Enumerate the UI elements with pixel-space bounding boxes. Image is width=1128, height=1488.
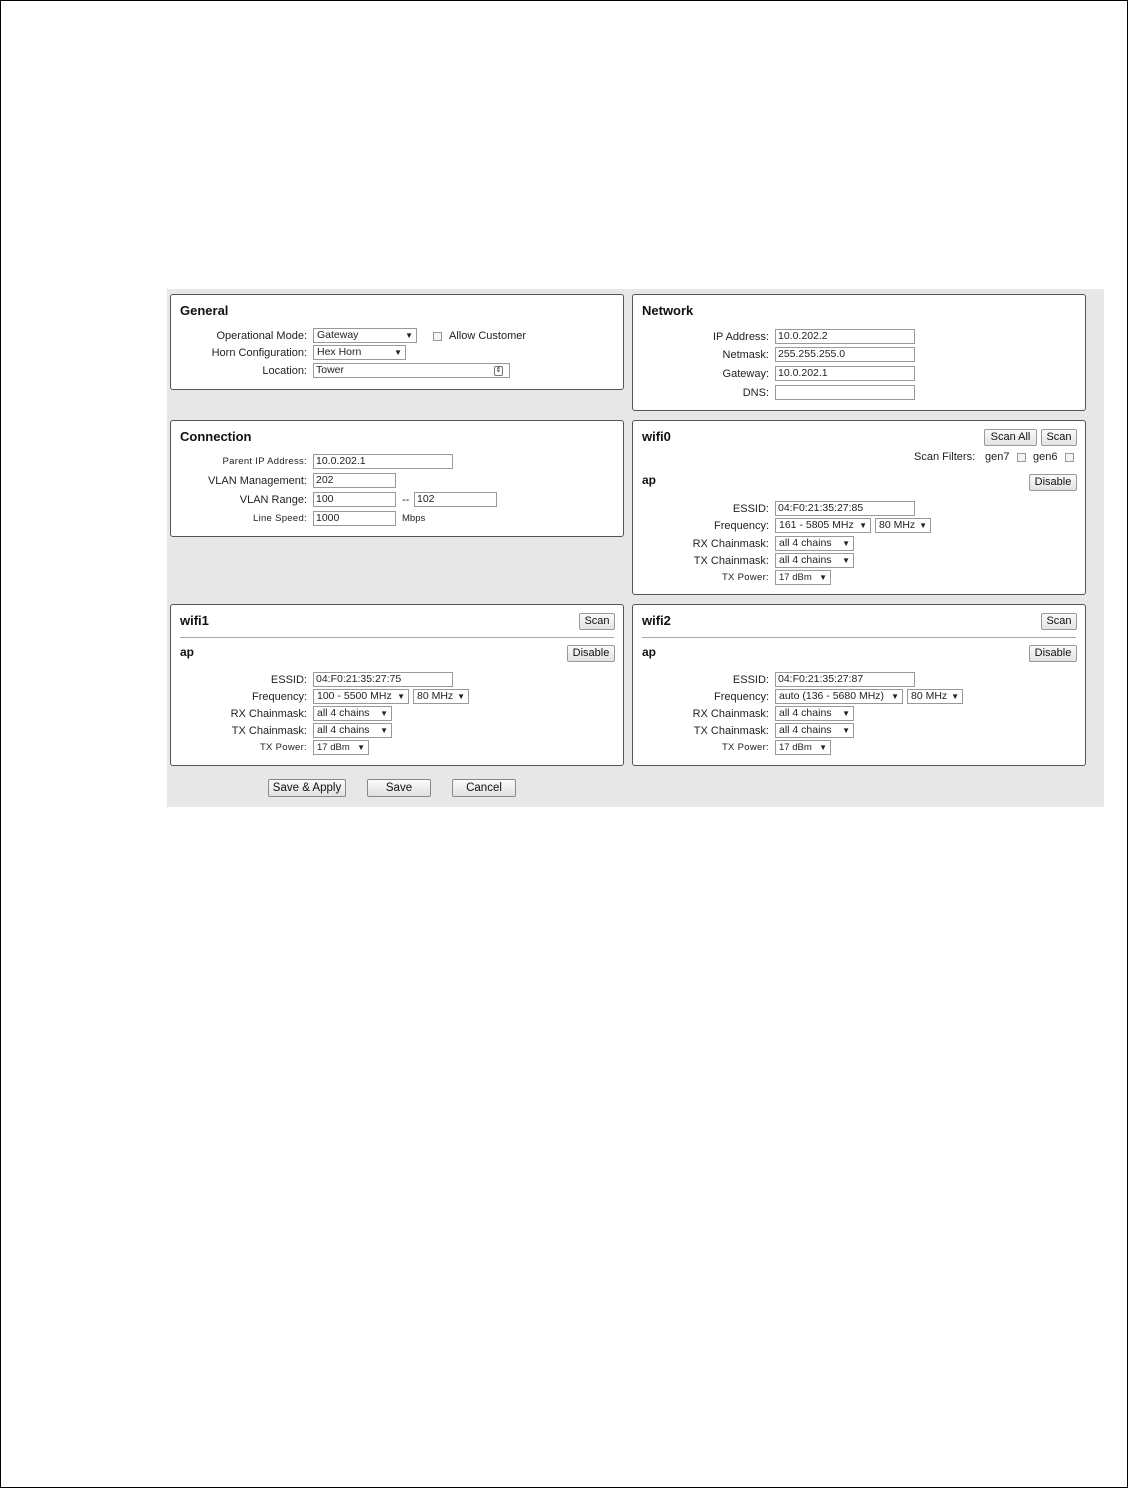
chevron-down-icon: ▼	[859, 521, 867, 530]
location-input[interactable]	[313, 363, 510, 378]
wifi1-width-value: 80 MHz	[417, 690, 454, 702]
location-value: Tower	[316, 364, 345, 376]
parent-ip-input[interactable]	[313, 454, 453, 469]
save-apply-button[interactable]: Save & Apply	[268, 779, 346, 797]
gateway-input[interactable]	[775, 366, 915, 381]
network-title: Network	[642, 303, 694, 318]
wifi2-frequency-select[interactable]	[775, 689, 903, 704]
wifi0-essid-input[interactable]	[775, 501, 915, 516]
wifi0-rx-value: all 4 chains	[779, 537, 832, 549]
wifi0-power-select[interactable]	[775, 570, 831, 585]
wifi0-disable-button[interactable]: Disable	[1029, 474, 1077, 491]
gateway-label: Gateway:	[722, 368, 769, 380]
wifi0-rx-label: RX Chainmask:	[692, 538, 769, 550]
gateway-value: 10.0.202.1	[778, 367, 828, 379]
wifi1-frequency-label: Frequency:	[251, 691, 307, 703]
chevron-down-icon: ▼	[380, 726, 388, 735]
chevron-down-icon: ▼	[394, 348, 402, 357]
wifi1-power-select[interactable]	[313, 740, 369, 755]
wifi2-rx-label: RX Chainmask:	[692, 708, 769, 720]
chevron-down-icon: ▼	[457, 692, 465, 701]
wifi2-frequency-label: Frequency:	[713, 691, 769, 703]
wifi2-disable-button[interactable]: Disable	[1029, 645, 1077, 662]
wifi1-tx-value: all 4 chains	[317, 724, 370, 736]
wifi1-tx-select[interactable]	[313, 723, 392, 738]
vlan-range-label: VLAN Range:	[239, 494, 307, 506]
allow-customer-label: Allow Customer	[449, 330, 527, 342]
vlan-management-value: 202	[316, 474, 334, 486]
netmask-label: Netmask:	[722, 349, 769, 361]
wifi1-frequency-select[interactable]	[313, 689, 409, 704]
general-panel	[170, 294, 624, 390]
chevron-down-icon: ▼	[397, 692, 405, 701]
wifi2-rx-select[interactable]	[775, 706, 854, 721]
wifi0-essid-value: 04:F0:21:35:27:85	[778, 502, 864, 514]
chevron-down-icon: ▼	[891, 692, 899, 701]
cancel-button[interactable]: Cancel	[452, 779, 516, 797]
general-title: General	[180, 303, 229, 318]
wifi2-divider	[642, 637, 1076, 638]
wifi1-rx-select[interactable]	[313, 706, 392, 721]
wifi1-rx-label: RX Chainmask:	[230, 708, 307, 720]
connection-panel	[170, 420, 624, 537]
wifi2-width-value: 80 MHz	[911, 690, 948, 702]
wifi0-scan-button[interactable]: Scan	[1041, 429, 1077, 446]
gen6-checkbox[interactable]	[1065, 453, 1074, 462]
wifi2-power-label: TX Power:	[721, 742, 769, 753]
operational-mode-label: Operational Mode:	[216, 330, 307, 342]
chevron-down-icon: ▼	[842, 726, 850, 735]
wifi2-tx-label: TX Chainmask:	[693, 725, 769, 737]
gen7-label: gen7	[985, 451, 1010, 463]
operational-mode-value: Gateway	[317, 329, 359, 341]
ip-address-input[interactable]	[775, 329, 915, 344]
wifi1-essid-label: ESSID:	[270, 674, 307, 686]
wifi1-rx-value: all 4 chains	[317, 707, 370, 719]
horn-config-value: Hex Horn	[317, 346, 362, 358]
chevron-down-icon: ▼	[919, 521, 927, 530]
chevron-down-icon: ▼	[380, 709, 388, 718]
ip-address-label: IP Address:	[712, 331, 769, 343]
chevron-down-icon: ▼	[819, 573, 827, 582]
wifi2-panel	[632, 604, 1086, 766]
wifi0-frequency-label: Frequency:	[713, 520, 769, 532]
line-speed-input[interactable]	[313, 511, 396, 526]
location-label: Location:	[262, 365, 307, 377]
vlan-range-separator: --	[402, 494, 410, 506]
wifi2-essid-value: 04:F0:21:35:27:87	[778, 673, 864, 685]
vlan-range-end-value: 102	[417, 493, 435, 505]
wifi0-tx-value: all 4 chains	[779, 554, 832, 566]
horn-config-label: Horn Configuration:	[211, 347, 307, 359]
wifi2-width-select[interactable]	[907, 689, 963, 704]
chevron-down-icon: ▼	[842, 709, 850, 718]
scan-filters-label: Scan Filters:	[914, 451, 976, 463]
wifi1-essid-input[interactable]	[313, 672, 453, 687]
line-speed-label: Line Speed:	[252, 513, 307, 524]
vlan-management-label: VLAN Management:	[207, 475, 307, 487]
wifi0-rx-select[interactable]	[775, 536, 854, 551]
wifi0-frequency-select[interactable]	[775, 518, 871, 533]
spinner-icon: ⇕	[495, 367, 502, 374]
config-screenshot	[167, 289, 1104, 807]
wifi2-essid-label: ESSID:	[732, 674, 769, 686]
wifi0-width-select[interactable]	[875, 518, 931, 533]
line-speed-unit: Mbps	[402, 513, 426, 524]
allow-customer-checkbox[interactable]	[433, 332, 442, 341]
wifi1-scan-button[interactable]: Scan	[579, 613, 615, 630]
wifi2-tx-value: all 4 chains	[779, 724, 832, 736]
wifi0-width-value: 80 MHz	[879, 519, 916, 531]
chevron-down-icon: ▼	[405, 331, 413, 340]
horn-config-select[interactable]	[313, 345, 406, 360]
wifi0-mode: ap	[642, 473, 657, 487]
netmask-input[interactable]	[775, 347, 915, 362]
vlan-management-input[interactable]	[313, 473, 396, 488]
wifi2-scan-button[interactable]: Scan	[1041, 613, 1077, 630]
vlan-range-end-input[interactable]	[414, 492, 497, 507]
wifi2-power-value: 17 dBm	[779, 742, 812, 753]
wifi1-divider	[180, 637, 614, 638]
chevron-down-icon: ▼	[819, 743, 827, 752]
wifi2-tx-select[interactable]	[775, 723, 854, 738]
wifi1-disable-button[interactable]: Disable	[567, 645, 615, 662]
wifi1-power-label: TX Power:	[259, 742, 307, 753]
chevron-down-icon: ▼	[842, 556, 850, 565]
wifi1-tx-label: TX Chainmask:	[231, 725, 307, 737]
wifi0-tx-label: TX Chainmask:	[693, 555, 769, 567]
wifi1-power-value: 17 dBm	[317, 742, 350, 753]
gen7-checkbox[interactable]	[1017, 453, 1026, 462]
wifi1-title: wifi1	[180, 613, 209, 628]
wifi0-power-label: TX Power:	[721, 572, 769, 583]
vlan-range-start-input[interactable]	[313, 492, 396, 507]
save-button[interactable]: Save	[367, 779, 431, 797]
connection-title: Connection	[180, 429, 252, 444]
parent-ip-value: 10.0.202.1	[316, 455, 366, 467]
wifi1-mode: ap	[180, 645, 195, 659]
wifi1-panel	[170, 604, 624, 766]
wifi2-frequency-value: auto (136 - 5680 MHz)	[779, 690, 885, 702]
wifi0-panel	[632, 420, 1086, 595]
parent-ip-label: Parent IP Address:	[222, 456, 307, 467]
chevron-down-icon: ▼	[951, 692, 959, 701]
scan-all-button[interactable]: Scan All	[984, 429, 1037, 446]
wifi0-frequency-value: 161 - 5805 MHz	[779, 519, 854, 531]
wifi0-title: wifi0	[642, 429, 671, 444]
gen6-label: gen6	[1033, 451, 1058, 463]
wifi1-essid-value: 04:F0:21:35:27:75	[316, 673, 402, 685]
wifi0-tx-select[interactable]	[775, 553, 854, 568]
wifi0-essid-label: ESSID:	[732, 503, 769, 515]
operational-mode-select[interactable]	[313, 328, 417, 343]
chevron-down-icon: ▼	[357, 743, 365, 752]
wifi2-mode: ap	[642, 645, 657, 659]
chevron-down-icon: ▼	[842, 539, 850, 548]
dns-label: DNS:	[742, 387, 769, 399]
wifi1-frequency-value: 100 - 5500 MHz	[317, 690, 392, 702]
dns-input[interactable]	[775, 385, 915, 400]
wifi2-power-select[interactable]	[775, 740, 831, 755]
ip-address-value: 10.0.202.2	[778, 330, 828, 342]
network-panel	[632, 294, 1086, 411]
wifi2-title: wifi2	[642, 613, 671, 628]
netmask-value: 255.255.255.0	[778, 348, 846, 360]
wifi2-rx-value: all 4 chains	[779, 707, 832, 719]
wifi0-power-value: 17 dBm	[779, 572, 812, 583]
wifi1-width-select[interactable]	[413, 689, 469, 704]
wifi2-essid-input[interactable]	[775, 672, 915, 687]
line-speed-value: 1000	[316, 512, 340, 524]
vlan-range-start-value: 100	[316, 493, 334, 505]
